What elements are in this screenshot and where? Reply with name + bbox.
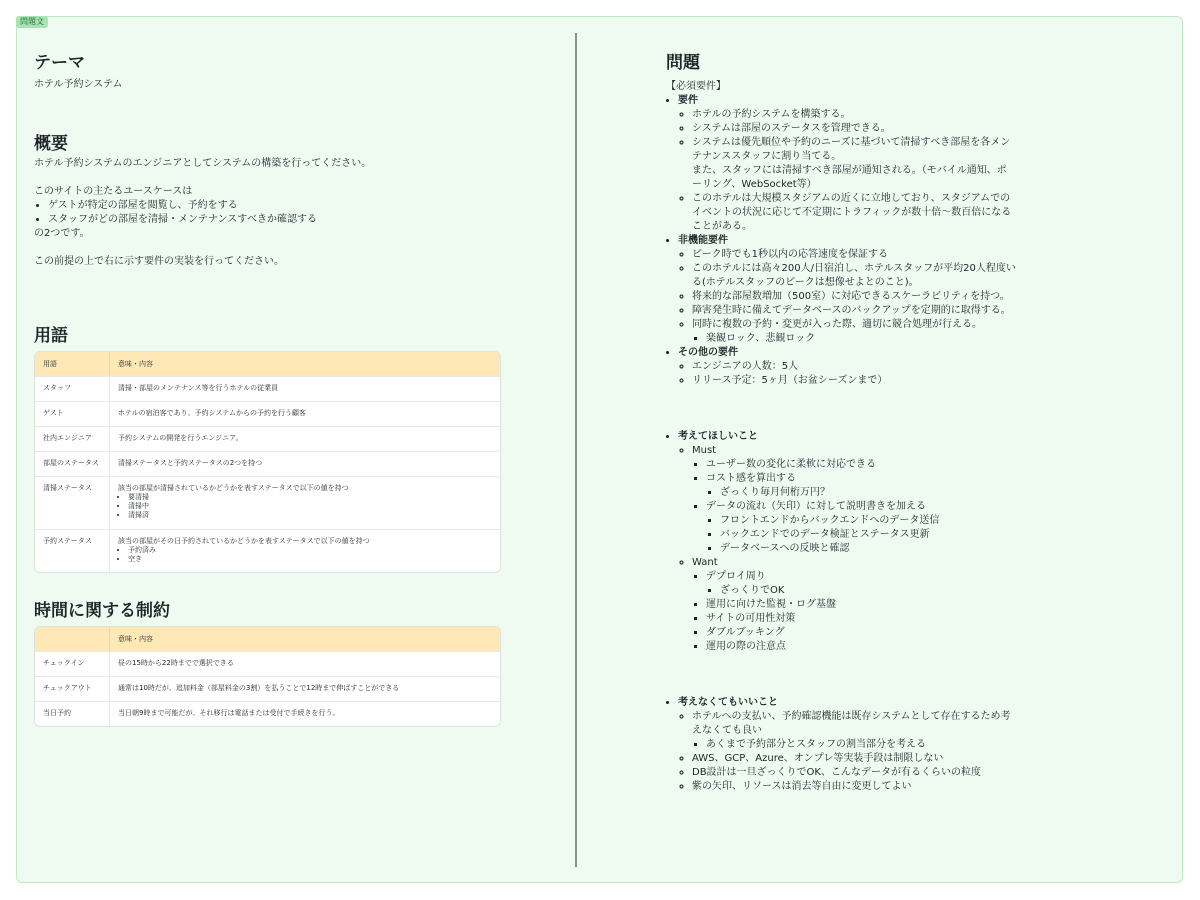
list-item: ◦ 将来的な部屋数増加（500室）に対応できるスケーラビリティを持つ。 [692, 290, 1016, 304]
list-item [692, 710, 1016, 752]
list-item: ◦ このホテルは大規模スタジアムの近くに立地しており、スタジアムでのイベントの状況に応じて不定期にトラフィックが数十倍〜数百倍になることがある。 [692, 192, 1016, 234]
theme-heading: テーマ [34, 53, 85, 73]
want-sublist [692, 570, 1016, 654]
cleaning-status-list [118, 493, 492, 520]
list-item: • 予約済み [128, 546, 492, 555]
list-text: コスト感を算出する [706, 473, 796, 484]
list-text: また、スタッフには清掃すべき部屋が通知される。（モバイル通知、ポーリング、WebSocket等） [692, 165, 1007, 190]
terms-col-desc: 意味・内容 [110, 352, 500, 376]
list-item: ◦ リリース予定：5ヶ月（お盆シーズンまで） [692, 374, 1016, 388]
term-cell: 予約ステータス [35, 529, 110, 572]
list-item: ◦ ピーク時でも1秒以内の応答速度を保証する [692, 248, 1016, 262]
list-item [678, 346, 1016, 388]
req-title: 要件 [678, 95, 698, 106]
req-sublist [678, 108, 1016, 234]
payment-sublist [692, 738, 1016, 752]
list-item [678, 94, 1016, 234]
skip-sublist [678, 710, 1016, 794]
list-item: ◦ 障害発生時に備えてデータベースのバックアップを定期的に取得する。 [692, 304, 1016, 318]
list-item: ▪ ユーザー数の変化に柔軟に対応できる [706, 458, 1016, 472]
list-item: ◦ DB設計は一旦ざっくりでOK、こんなデータが有るくらいの粒度 [692, 766, 1016, 780]
nonfunc-title: 非機能要件 [678, 235, 728, 246]
table-row [35, 426, 500, 451]
requirements-list [666, 94, 1016, 388]
time-section [34, 600, 504, 727]
list-item: ▪ バックエンドでのデータ検証とステータス更新 [720, 528, 1016, 542]
usecase-lead: このサイトの主たるユースケースは [34, 186, 193, 197]
desc-text: 該当の部屋が清掃されているかどうかを表すステータスで以下の値を持つ [118, 484, 349, 492]
table-row [35, 676, 500, 701]
term-cell: 社内エンジニア [35, 426, 110, 451]
desc-cell: 昼の15時から22時までで選択できる [110, 651, 500, 676]
want-label: Want [692, 557, 718, 568]
theme-text: ホテル予約システム [34, 79, 123, 90]
theme-section [34, 52, 504, 92]
cost-sublist [706, 486, 1016, 500]
list-item: ▪ ざっくり毎月何桁万円？ [720, 486, 1016, 500]
list-item: ◦ ホテルの予約システムを構築する。 [692, 108, 1016, 122]
list-item: • ゲストが特定の部屋を閲覧し、予約をする [48, 199, 504, 213]
nonfunc-sublist [678, 248, 1016, 346]
desc-cell: 通常は10時だが、追加料金（部屋料金の3割）を払うことで12時まで伸ばすことができる [110, 676, 500, 701]
consider-sublist [678, 444, 1016, 654]
list-item [692, 136, 1016, 192]
usecase-tail: の2つです。 [34, 228, 90, 239]
list-item: ▪ 運用に向けた監視・ログ基盤 [706, 598, 1016, 612]
list-item: ▪ フロントエンドからバックエンドへのデータ送信 [720, 514, 1016, 528]
deploy-sublist [706, 584, 1016, 598]
list-item: ▪ 運用の際の注意点 [706, 640, 1016, 654]
term-cell: 部屋のステータス [35, 451, 110, 476]
list-text: ホテルへの支払い、予約確認機能は既存システムとして存在するため考えなくても良い [692, 711, 1011, 736]
list-item: ◦ AWS、GCP、Azure、オンプレ等実装手段は制限しない [692, 752, 1016, 766]
list-item: ▪ サイトの可用性対策 [706, 612, 1016, 626]
list-item [706, 500, 1016, 556]
list-text: システムは優先順位や予約のニーズに基づいて清掃すべき部屋を各メンテナンススタッフに割り当てる。 [692, 137, 1011, 162]
time-table [34, 626, 501, 727]
table-row [35, 401, 500, 426]
overview-heading: 概要 [34, 134, 68, 154]
table-row [35, 451, 500, 476]
list-text: デプロイ周り [706, 571, 766, 582]
list-item: ▪ データベースへの反映と確認 [720, 542, 1016, 556]
reservation-status-list [118, 546, 492, 564]
time-col-desc: 意味・内容 [110, 627, 500, 651]
term-cell: 当日予約 [35, 701, 110, 726]
other-sublist [678, 360, 1016, 388]
list-item: ▪ ざっくりでOK [720, 584, 1016, 598]
list-item: • 清掃中 [128, 502, 492, 511]
table-row [35, 651, 500, 676]
list-item: ◦ エンジニアの人数：5人 [692, 360, 1016, 374]
list-item: • 空き [128, 555, 492, 564]
terms-section [34, 325, 504, 573]
desc-cell: ホテルの宿泊客であり、予約システムからの予約を行う顧客 [110, 401, 500, 426]
table-row [35, 701, 500, 726]
list-text: 同時に複数の予約・変更が入った際、適切に競合処理が行える。 [692, 319, 982, 330]
usecase-list [34, 199, 504, 227]
overview-section [34, 133, 504, 269]
list-item [692, 444, 1016, 556]
term-cell: チェックアウト [35, 676, 110, 701]
frame-label: 問題文 [16, 16, 48, 28]
list-item: • 清掃済 [128, 511, 492, 520]
desc-cell: 清掃ステータスと予約ステータスの2つを持つ [110, 451, 500, 476]
required-label: 【必須要件】 [666, 81, 726, 92]
desc-cell: 清掃・部屋のメンテナンス等を行うホテルの従業員 [110, 376, 500, 401]
lock-sublist [692, 332, 1016, 346]
table-row [35, 376, 500, 401]
problem-section [666, 52, 1016, 794]
terms-table [34, 351, 501, 573]
skip-title: 考えなくてもいいこと [678, 697, 778, 708]
list-item [678, 430, 1016, 654]
overview-intro: ホテル予約システムのエンジニアとしてシステムの構築を行ってください。 [34, 158, 372, 169]
list-item: • 要清掃 [128, 493, 492, 502]
vertical-divider [575, 33, 577, 867]
list-item: ◦ システムは部屋のステータスを管理できる。 [692, 122, 1016, 136]
list-item [692, 556, 1016, 654]
terms-heading: 用語 [34, 326, 68, 346]
desc-cell [110, 529, 500, 572]
list-item [678, 696, 1016, 794]
terms-col-term: 用語 [35, 352, 110, 376]
term-cell: 清掃ステータス [35, 476, 110, 529]
flow-sublist [706, 514, 1016, 556]
term-cell: ゲスト [35, 401, 110, 426]
list-item [706, 472, 1016, 500]
table-row [35, 476, 500, 529]
term-cell: チェックイン [35, 651, 110, 676]
desc-text: 該当の部屋がその日予約されているかどうかを表すステータスで以下の値を持つ [118, 537, 370, 545]
time-heading: 時間に関する制約 [34, 601, 170, 621]
term-cell: スタッフ [35, 376, 110, 401]
list-item: ▪ 楽観ロック、悲観ロック [706, 332, 1016, 346]
time-col-term [35, 627, 110, 651]
list-item: • スタッフがどの部屋を清掃・メンテナンスすべきか確認する [48, 213, 504, 227]
list-item: ▪ あくまで予約部分とスタッフの割当部分を考える [706, 738, 1016, 752]
list-item [678, 234, 1016, 346]
problem-heading: 問題 [666, 53, 700, 73]
other-title: その他の要件 [678, 347, 738, 358]
consider-title: 考えてほしいこと [678, 431, 758, 442]
must-label: Must [692, 445, 717, 456]
list-item: ▪ ダブルブッキング [706, 626, 1016, 640]
desc-cell [110, 476, 500, 529]
list-item: ◦ 紫の矢印、リソースは消去等自由に変更してよい [692, 780, 1016, 794]
must-sublist [692, 458, 1016, 556]
table-row [35, 529, 500, 572]
overview-closing: この前提の上で右に示す要件の実装を行ってください。 [34, 256, 284, 267]
list-item: ◦ このホテルには高々200人/日宿泊し、ホテルスタッフが平均20人程度いる(ホテルスタッフのピークは想像せよとのこと)。 [692, 262, 1016, 290]
list-item [706, 570, 1016, 598]
desc-cell: 予約システムの開発を行うエンジニア。 [110, 426, 500, 451]
desc-cell: 当日朝9時まで可能だが、それ移行は電話または受付で手続きを行う。 [110, 701, 500, 726]
list-item [692, 318, 1016, 346]
list-text: データの流れ（矢印）に対して説明書きを加える [706, 501, 926, 512]
skip-list [666, 696, 1016, 794]
consider-list [666, 430, 1016, 654]
